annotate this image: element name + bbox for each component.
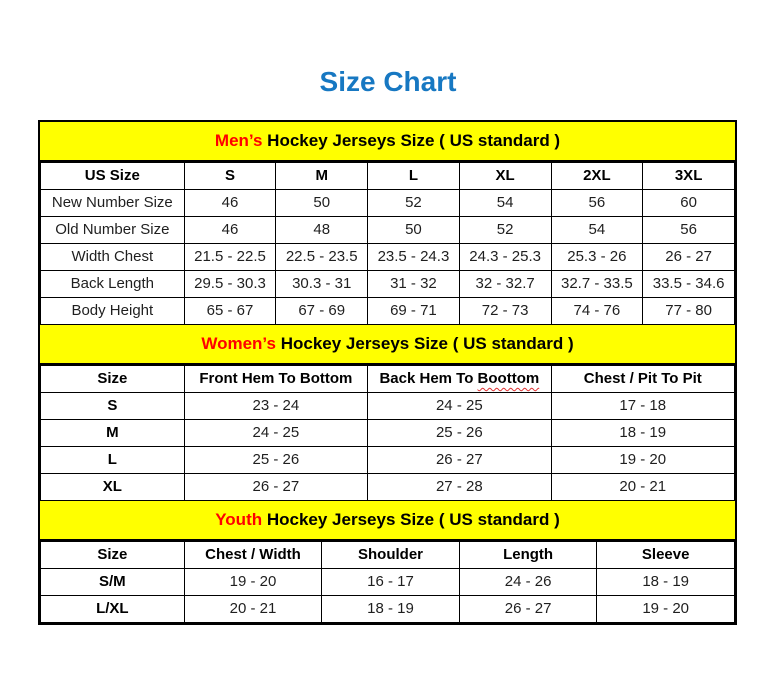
- column-header-mens-4: XL: [459, 163, 551, 190]
- size-value-cell: 48: [276, 217, 368, 244]
- size-value-cell: 23 - 24: [184, 393, 367, 420]
- table-row: [41, 569, 735, 596]
- size-value-cell: 69 - 71: [368, 298, 460, 325]
- column-header-youth-1: Chest / Width: [184, 542, 322, 569]
- size-value-cell: 29.5 - 30.3: [184, 271, 276, 298]
- column-header-womens-3: Chest / Pit To Pit: [551, 366, 734, 393]
- size-value-cell: 72 - 73: [459, 298, 551, 325]
- row-label: XL: [41, 474, 185, 501]
- misspelled-word: Boottom: [477, 370, 540, 387]
- size-value-cell: 19 - 20: [184, 569, 322, 596]
- size-value-cell: 19 - 20: [597, 596, 735, 623]
- banner-highlight-mens: Men’s: [214, 131, 263, 150]
- size-value-cell: 21.5 - 22.5: [184, 244, 276, 271]
- size-value-cell: 77 - 80: [643, 298, 735, 325]
- womens-body: [41, 393, 735, 501]
- table-row: [41, 190, 735, 217]
- size-value-cell: 24 - 25: [184, 420, 367, 447]
- banner-label-mens: Hockey Jerseys Size ( US standard ): [262, 131, 561, 150]
- size-value-cell: 74 - 76: [551, 298, 643, 325]
- header-row: [41, 163, 735, 190]
- size-value-cell: 56: [643, 217, 735, 244]
- column-header-mens-6: 3XL: [643, 163, 735, 190]
- size-value-cell: 54: [459, 190, 551, 217]
- column-header-mens-3: L: [368, 163, 460, 190]
- banner-highlight-womens: Women’s: [201, 334, 276, 353]
- size-value-cell: 25 - 26: [184, 447, 367, 474]
- size-chart-table: [38, 120, 737, 625]
- size-value-cell: 60: [643, 190, 735, 217]
- size-value-cell: 56: [551, 190, 643, 217]
- table-row: [41, 298, 735, 325]
- size-value-cell: 18 - 19: [322, 596, 460, 623]
- size-value-cell: 16 - 17: [322, 569, 460, 596]
- size-value-cell: 25.3 - 26: [551, 244, 643, 271]
- table-row: [41, 271, 735, 298]
- youth-header: [41, 542, 735, 569]
- size-value-cell: 25 - 26: [368, 420, 551, 447]
- column-header-youth-0: Size: [41, 542, 185, 569]
- size-value-cell: 31 - 32: [368, 271, 460, 298]
- size-value-cell: 46: [184, 190, 276, 217]
- size-value-cell: 19 - 20: [551, 447, 734, 474]
- size-value-cell: 26 - 27: [643, 244, 735, 271]
- table-row: [41, 596, 735, 623]
- column-header-womens-2: [368, 366, 551, 393]
- mens-body: [41, 190, 735, 325]
- column-header-mens-1: S: [184, 163, 276, 190]
- youth-body: [41, 569, 735, 623]
- row-label: Body Height: [41, 298, 185, 325]
- size-value-cell: 24.3 - 25.3: [459, 244, 551, 271]
- youth-table: [40, 541, 735, 623]
- row-label: Back Length: [41, 271, 185, 298]
- size-value-cell: 50: [276, 190, 368, 217]
- table-row: [41, 217, 735, 244]
- column-header-youth-4: Sleeve: [597, 542, 735, 569]
- size-value-cell: 24 - 25: [368, 393, 551, 420]
- row-label: Old Number Size: [41, 217, 185, 244]
- size-value-cell: 54: [551, 217, 643, 244]
- size-value-cell: 27 - 28: [368, 474, 551, 501]
- row-label: S: [41, 393, 185, 420]
- size-value-cell: 32 - 32.7: [459, 271, 551, 298]
- womens-table: [40, 365, 735, 501]
- row-label: S/M: [41, 569, 185, 596]
- table-row: [41, 474, 735, 501]
- size-value-cell: 26 - 27: [368, 447, 551, 474]
- row-label: L/XL: [41, 596, 185, 623]
- size-value-cell: 65 - 67: [184, 298, 276, 325]
- mens-header: [41, 163, 735, 190]
- row-label: L: [41, 447, 185, 474]
- section-banner-mens: [40, 122, 735, 162]
- banner-label-youth: Hockey Jerseys Size ( US standard ): [262, 510, 560, 529]
- size-value-cell: 20 - 21: [551, 474, 734, 501]
- column-header-prefix: Back Hem To: [379, 370, 478, 387]
- size-value-cell: 52: [459, 217, 551, 244]
- size-value-cell: 32.7 - 33.5: [551, 271, 643, 298]
- size-value-cell: 52: [368, 190, 460, 217]
- table-row: [41, 393, 735, 420]
- banner-label-womens: Hockey Jerseys Size ( US standard ): [275, 334, 574, 353]
- size-value-cell: 17 - 18: [551, 393, 734, 420]
- size-value-cell: 18 - 19: [551, 420, 734, 447]
- column-header-mens-0: US Size: [41, 163, 185, 190]
- column-header-mens-2: M: [276, 163, 368, 190]
- section-banner-youth: [40, 501, 735, 541]
- table-row: [41, 244, 735, 271]
- header-row: [41, 366, 735, 393]
- size-value-cell: 26 - 27: [184, 474, 367, 501]
- size-value-cell: 20 - 21: [184, 596, 322, 623]
- column-header-youth-3: Length: [459, 542, 597, 569]
- row-label: Width Chest: [41, 244, 185, 271]
- size-value-cell: 18 - 19: [597, 569, 735, 596]
- size-value-cell: 26 - 27: [459, 596, 597, 623]
- column-header-womens-1: Front Hem To Bottom: [184, 366, 367, 393]
- size-value-cell: 33.5 - 34.6: [643, 271, 735, 298]
- size-value-cell: 46: [184, 217, 276, 244]
- size-value-cell: 50: [368, 217, 460, 244]
- page-title: Size Chart: [319, 66, 457, 97]
- mens-table: [40, 162, 735, 325]
- header-row: [41, 542, 735, 569]
- table-row: [41, 447, 735, 474]
- column-header-mens-5: 2XL: [551, 163, 643, 190]
- size-value-cell: 30.3 - 31: [276, 271, 368, 298]
- banner-highlight-youth: Youth: [215, 510, 263, 529]
- row-label: M: [41, 420, 185, 447]
- table-row: [41, 420, 735, 447]
- section-banner-womens: [40, 325, 735, 365]
- row-label: New Number Size: [41, 190, 185, 217]
- size-value-cell: 24 - 26: [459, 569, 597, 596]
- column-header-womens-0: Size: [41, 366, 185, 393]
- size-value-cell: 23.5 - 24.3: [368, 244, 460, 271]
- size-value-cell: 67 - 69: [276, 298, 368, 325]
- column-header-youth-2: Shoulder: [322, 542, 460, 569]
- womens-header: [41, 366, 735, 393]
- size-value-cell: 22.5 - 23.5: [276, 244, 368, 271]
